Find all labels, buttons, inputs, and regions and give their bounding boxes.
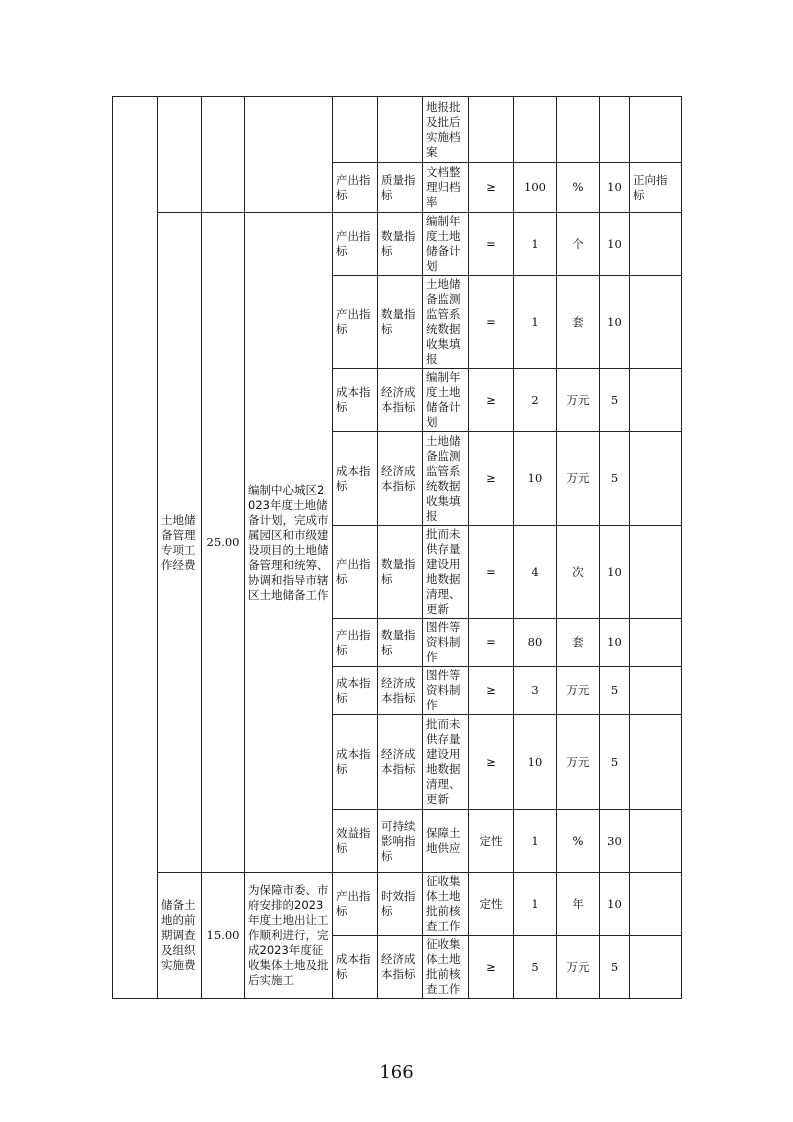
score-cell: 10	[600, 213, 630, 276]
unit-cell: %	[557, 810, 600, 873]
operator-cell: ≥	[469, 369, 514, 432]
value-cell: 1	[514, 810, 557, 873]
direction-cell	[630, 369, 682, 432]
level2-cell: 经济成本指标	[378, 432, 423, 526]
indicator-cell: 编制年度土地储备计划	[423, 213, 469, 276]
level1-cell: 效益指标	[333, 810, 378, 873]
level2-cell: 可持续影响指标	[378, 810, 423, 873]
level2-cell: 数量指标	[378, 526, 423, 619]
indicator-cell: 土地储备监测监管系统数据收集填报	[423, 432, 469, 526]
direction-cell	[630, 667, 682, 715]
indicator-cell: 编制年度土地储备计划	[423, 369, 469, 432]
amount-cell: 25.00	[202, 213, 245, 873]
project-name-cell	[158, 97, 202, 213]
score-cell: 5	[600, 369, 630, 432]
value-cell: 3	[514, 667, 557, 715]
level1-cell: 产出指标	[333, 526, 378, 619]
value-cell: 2	[514, 369, 557, 432]
operator-cell: =	[469, 213, 514, 276]
level1-cell: 产出指标	[333, 163, 378, 213]
value-cell: 1	[514, 276, 557, 369]
indicator-cell: 地报批及批后实施档案	[423, 97, 469, 163]
score-cell: 10	[600, 163, 630, 213]
operator-cell: ≥	[469, 163, 514, 213]
operator-cell: =	[469, 619, 514, 667]
department-cell	[113, 97, 158, 999]
level1-cell: 产出指标	[333, 276, 378, 369]
amount-cell: 15.00	[202, 873, 245, 999]
score-cell: 10	[600, 619, 630, 667]
direction-cell	[630, 936, 682, 999]
direction-cell	[630, 432, 682, 526]
amount-cell	[202, 97, 245, 213]
direction-cell	[630, 715, 682, 810]
level1-cell: 产出指标	[333, 873, 378, 936]
value-cell: 4	[514, 526, 557, 619]
unit-cell: 次	[557, 526, 600, 619]
operator-cell: =	[469, 526, 514, 619]
table-row	[113, 97, 682, 163]
score-cell: 10	[600, 526, 630, 619]
unit-cell: 万元	[557, 432, 600, 526]
score-cell: 5	[600, 715, 630, 810]
unit-cell: %	[557, 163, 600, 213]
operator-cell: ≥	[469, 432, 514, 526]
project-name-cell: 土地储备管理专项工作经费	[158, 213, 202, 873]
goal-cell: 为保障市委、市府安排的2023年度土地出让工作顺利进行，完成2023年度征收集体土地及批后实施工	[245, 873, 333, 999]
level2-cell: 数量指标	[378, 276, 423, 369]
score-cell: 5	[600, 667, 630, 715]
direction-cell	[630, 213, 682, 276]
level1-cell: 产出指标	[333, 619, 378, 667]
level1-cell: 成本指标	[333, 432, 378, 526]
indicator-cell: 征收集体土地批前核查工作	[423, 873, 469, 936]
unit-cell: 万元	[557, 715, 600, 810]
performance-indicator-table	[112, 96, 682, 999]
unit-cell: 万元	[557, 369, 600, 432]
project-name-cell: 储备土地的前期调查及组织实施费	[158, 873, 202, 999]
value-cell: 100	[514, 163, 557, 213]
unit-cell: 万元	[557, 936, 600, 999]
direction-cell: 正向指标	[630, 163, 682, 213]
goal-cell	[245, 97, 333, 213]
table-row	[113, 873, 682, 936]
unit-cell: 套	[557, 276, 600, 369]
score-cell: 10	[600, 276, 630, 369]
value-cell: 10	[514, 715, 557, 810]
direction-cell	[630, 619, 682, 667]
level1-cell: 成本指标	[333, 715, 378, 810]
direction-cell	[630, 873, 682, 936]
level2-cell: 数量指标	[378, 619, 423, 667]
page-number: 166	[379, 1062, 414, 1083]
level2-cell: 质量指标	[378, 163, 423, 213]
operator-cell: =	[469, 276, 514, 369]
value-cell: 1	[514, 873, 557, 936]
indicator-cell: 批而未供存量建设用地数据清理、更新	[423, 526, 469, 619]
indicator-cell: 保障土地供应	[423, 810, 469, 873]
operator-cell: ≥	[469, 936, 514, 999]
indicator-cell: 征收集体土地批前核查工作	[423, 936, 469, 999]
direction-cell	[630, 276, 682, 369]
unit-cell: 年	[557, 873, 600, 936]
indicator-cell: 图件等资料制作	[423, 667, 469, 715]
value-cell: 1	[514, 213, 557, 276]
score-cell: 10	[600, 873, 630, 936]
value-cell: 10	[514, 432, 557, 526]
level1-cell: 产出指标	[333, 213, 378, 276]
table-row	[113, 213, 682, 276]
score-cell: 5	[600, 936, 630, 999]
direction-cell	[630, 526, 682, 619]
unit-cell: 套	[557, 619, 600, 667]
unit-cell: 万元	[557, 667, 600, 715]
direction-cell	[630, 810, 682, 873]
score-cell: 5	[600, 432, 630, 526]
operator-cell: 定性	[469, 873, 514, 936]
value-cell: 5	[514, 936, 557, 999]
indicator-cell: 批而未供存量建设用地数据清理、更新	[423, 715, 469, 810]
level2-cell: 时效指标	[378, 873, 423, 936]
level1-cell: 成本指标	[333, 667, 378, 715]
level2-cell: 经济成本指标	[378, 715, 423, 810]
value-cell: 80	[514, 619, 557, 667]
level2-cell: 经济成本指标	[378, 369, 423, 432]
level1-cell: 成本指标	[333, 936, 378, 999]
goal-cell: 编制中心城区2023年度土地储备计划，完成市属园区和市级建设项目的土地储备管理和统筹、协调和指导市辖区土地储备工作	[245, 213, 333, 873]
indicator-cell: 图件等资料制作	[423, 619, 469, 667]
level1-cell: 成本指标	[333, 369, 378, 432]
operator-cell: ≥	[469, 667, 514, 715]
score-cell: 30	[600, 810, 630, 873]
level2-cell: 经济成本指标	[378, 667, 423, 715]
indicator-cell: 土地储备监测监管系统数据收集填报	[423, 276, 469, 369]
level2-cell: 数量指标	[378, 213, 423, 276]
operator-cell: ≥	[469, 715, 514, 810]
unit-cell: 个	[557, 213, 600, 276]
level2-cell: 经济成本指标	[378, 936, 423, 999]
indicator-cell: 文档整理归档率	[423, 163, 469, 213]
operator-cell: 定性	[469, 810, 514, 873]
